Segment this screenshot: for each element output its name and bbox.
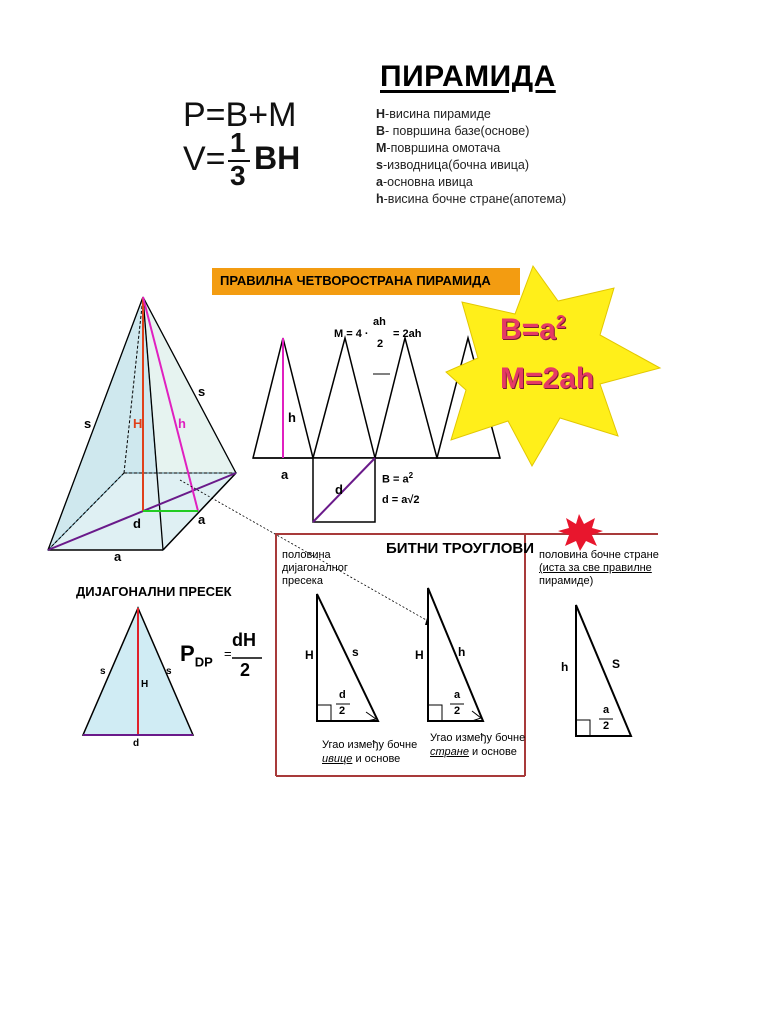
d-formula: d = a√2 (382, 494, 420, 506)
diagonal-title: ДИЈАГОНАЛНИ ПРЕСЕК (76, 584, 232, 599)
t2-num: a (454, 689, 461, 701)
t1-num: d (339, 689, 346, 701)
legend-item: H-висина пирамиде (376, 107, 491, 121)
star-base-formula: $B=a^2$ (500, 312, 566, 346)
m-formula-suffix: = 2ah (393, 328, 422, 340)
t3-num: a (603, 704, 610, 716)
legend-item: a-основна ивица (376, 175, 473, 189)
t1-H: H (305, 648, 314, 662)
page-title: ПИРАМИДА (380, 60, 556, 93)
pdp-denominator: 2 (240, 660, 251, 680)
label-h: h (178, 416, 186, 431)
burst-icon (558, 514, 603, 551)
t3-h: h (561, 660, 569, 674)
t1-den: 2 (339, 705, 346, 717)
triangle-half-lateral (428, 588, 483, 721)
t3-den: 2 (603, 720, 610, 732)
diag-s-right: s (166, 666, 172, 677)
important-title: БИТНИ ТРОУГЛОВИ (386, 540, 535, 557)
label-d: d (133, 516, 141, 531)
net-label-a: a (281, 467, 289, 482)
legend-item: s-изводница(бочна ивица) (376, 158, 530, 172)
net-label-d: d (335, 482, 343, 497)
left-caption: половина дијагоналног пресека (282, 549, 348, 587)
diag-d: d (133, 738, 140, 749)
star-lateral-formula: M=2ah (500, 362, 595, 395)
volume-denominator: 3 (230, 160, 246, 191)
volume-numerator: 1 (230, 127, 246, 158)
label-a-front: a (114, 549, 122, 564)
triangle-half-diagonal (317, 594, 378, 721)
m-formula-num: ah (373, 316, 386, 328)
diag-H: H (141, 679, 149, 690)
m-formula-prefix: M = 4 · (334, 328, 369, 340)
pdp-numerator: dH (232, 630, 256, 650)
label-s-right: s (198, 384, 206, 399)
legend-item: h-висина бочне стране(апотема) (376, 192, 567, 206)
volume-suffix: BH (254, 140, 301, 176)
b-formula: $B = a^2$ (382, 471, 414, 486)
volume-prefix: V= (183, 140, 226, 178)
t2-h: h (458, 645, 466, 659)
legend-item: M-површина омотача (376, 141, 501, 155)
label-s-left: s (84, 416, 92, 431)
right-caption: половина бочне стране (иста за све правилне пирамиде) (539, 549, 659, 587)
m-formula-den: 2 (377, 338, 384, 350)
diagonal-section (78, 603, 200, 747)
label-H: H (133, 416, 143, 431)
t2-den: 2 (454, 705, 461, 717)
pdp-equals: = (224, 646, 232, 661)
t2-caption: Угао између бочне стране и основе (430, 732, 526, 758)
banner-label: ПРАВИЛНА ЧЕТВОРОСТРАНА ПИРАМИДА (220, 273, 491, 288)
t3-s: S (612, 657, 621, 671)
area-formula: P=B+M (183, 96, 297, 134)
legend-item: B- површина базе(основе) (376, 124, 530, 138)
net-label-h: h (288, 410, 296, 425)
triangle-side-face (576, 605, 631, 736)
diag-s-left: s (100, 666, 106, 677)
t1-s: s (352, 645, 359, 659)
t2-H: H (415, 648, 424, 662)
pdp-symbol: $P_{DP}$ (180, 641, 213, 670)
label-a-side: a (198, 512, 206, 527)
t1-caption: Угао између бочне ивице и основе (322, 739, 418, 765)
